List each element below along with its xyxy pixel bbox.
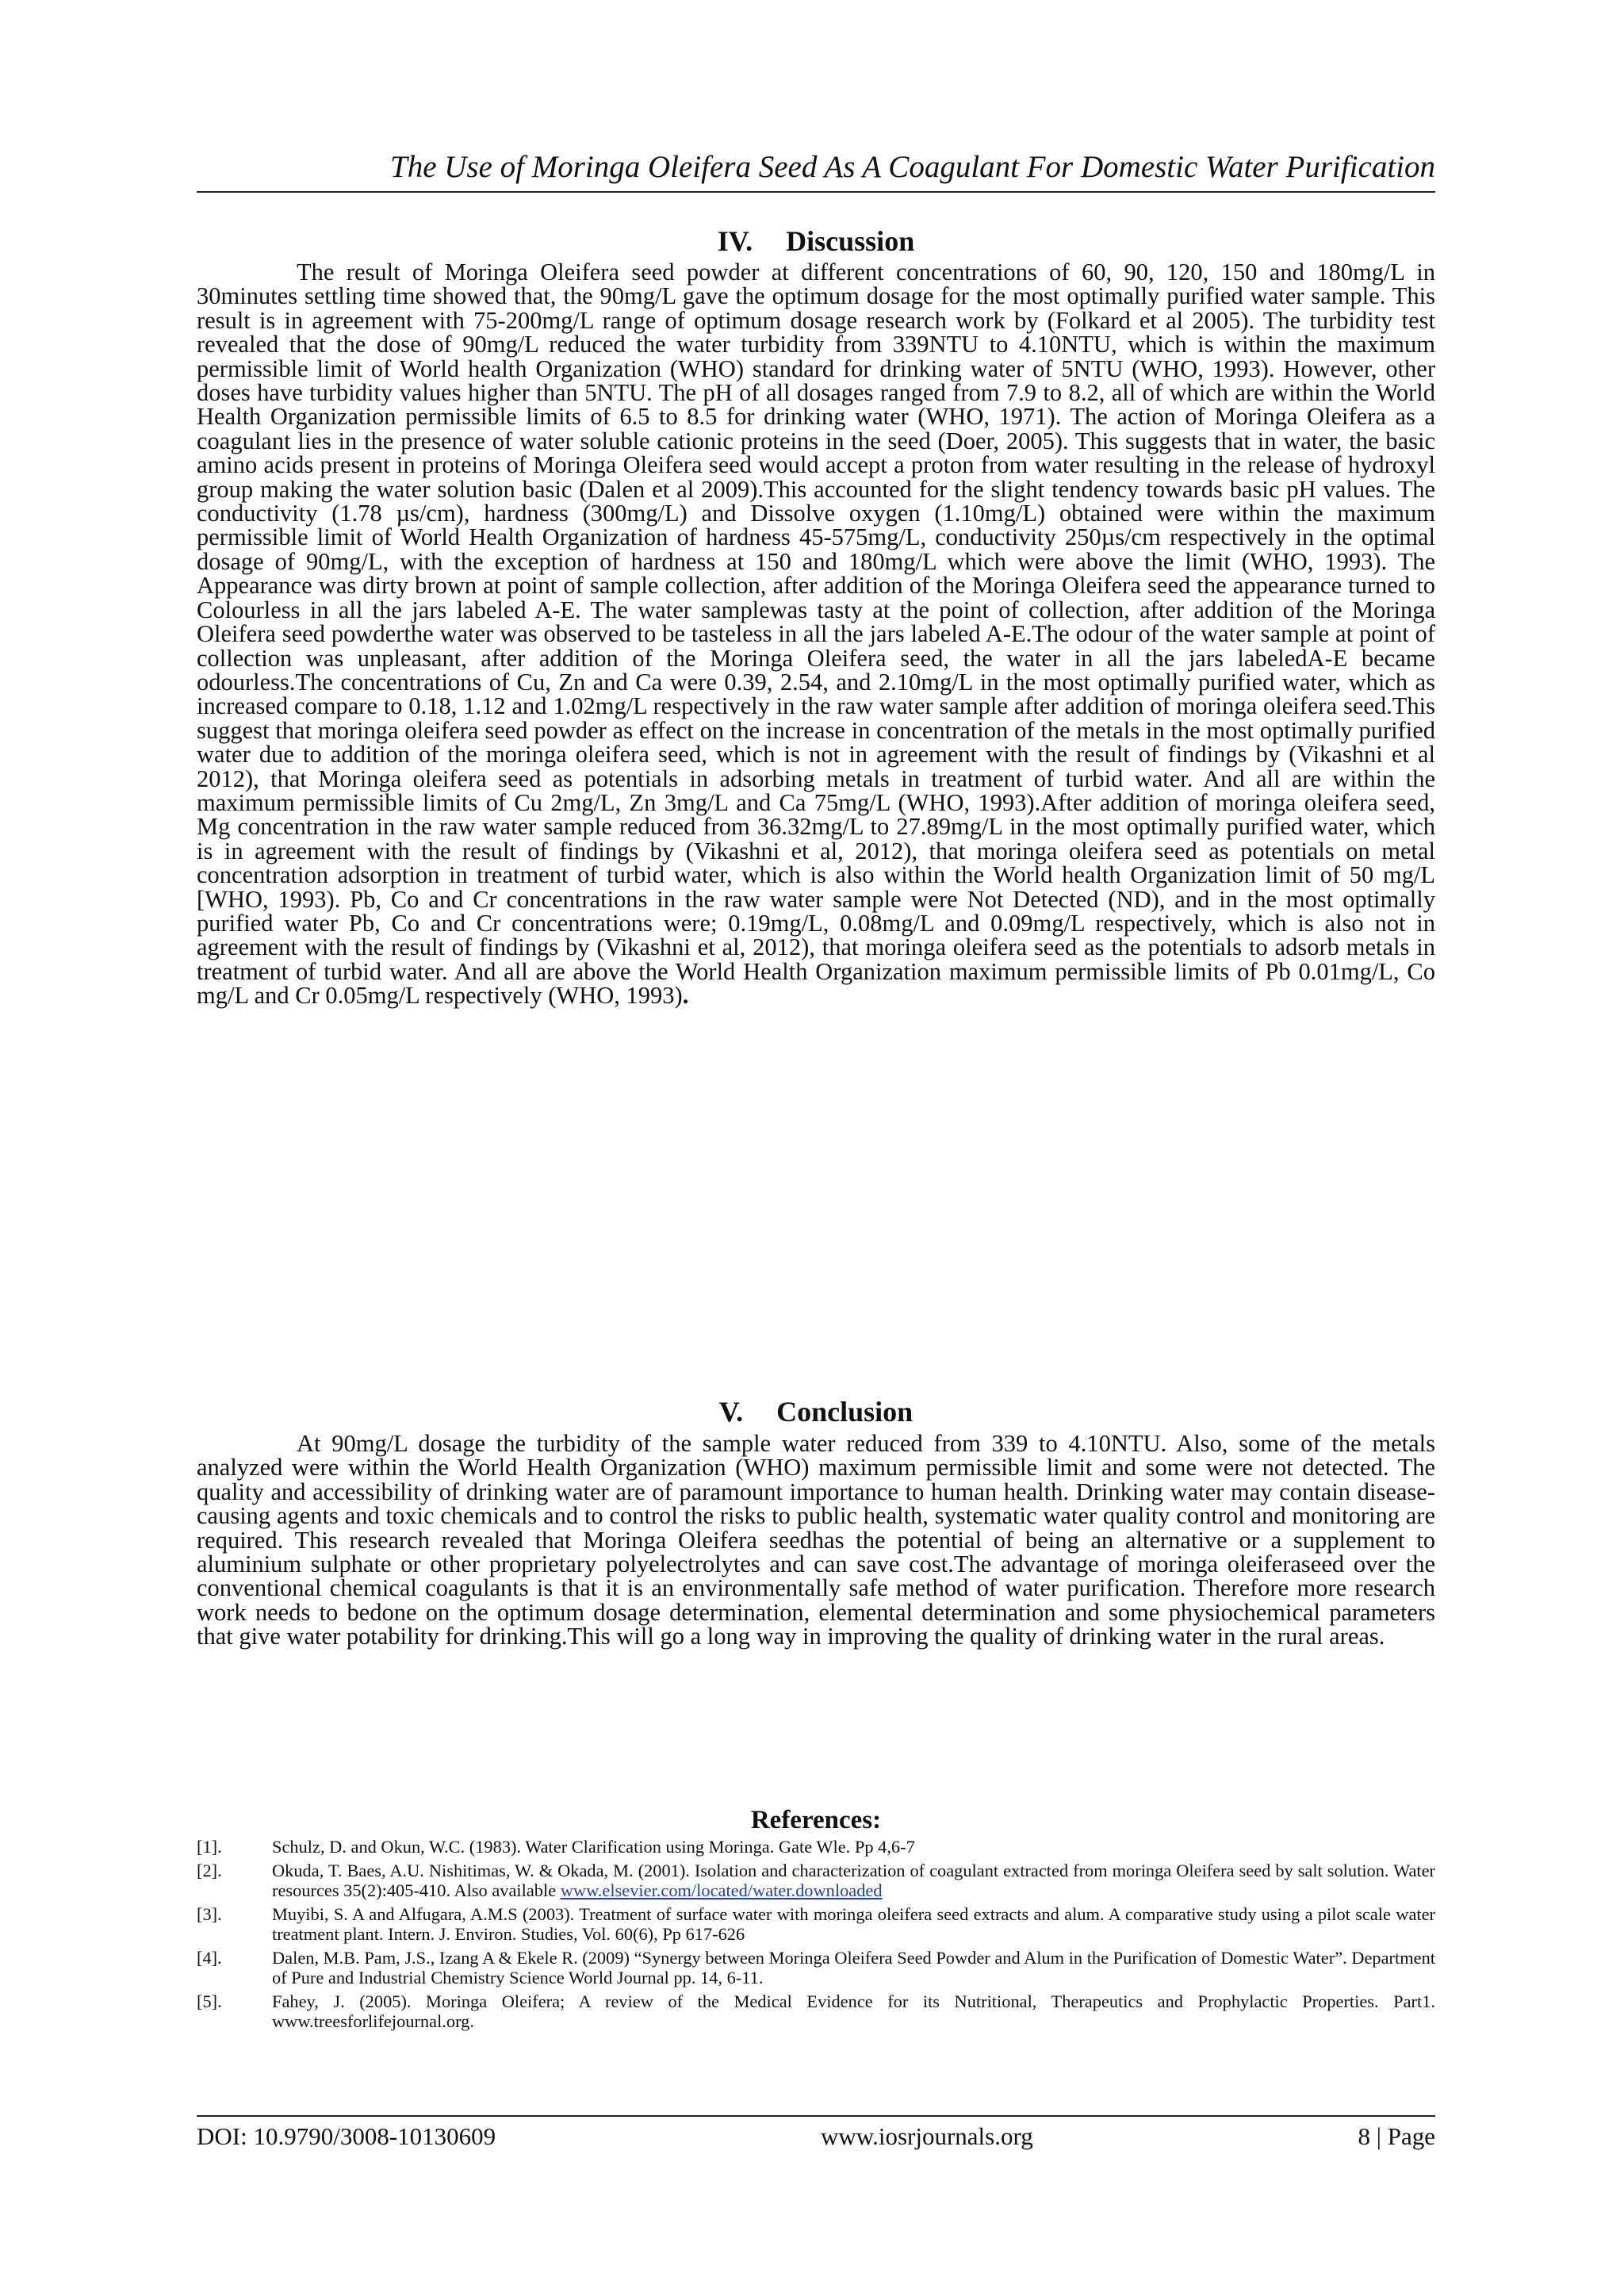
reference-text-with-link: [272, 1861, 1435, 1901]
reference-list: [197, 1837, 1435, 2035]
reference-item: [197, 1948, 1435, 1988]
reference-text: Fahey, J. (2005). Moringa Oleifera; A review of the Medical Evidence for its Nutritional, Therapeutics and Prophylactic Properties. Part1. www.treesforlifejournal.org.: [272, 1991, 1435, 2031]
running-header-title: The Use of Moringa Oleifera Seed As A Coagulant For Domestic Water Purification: [390, 150, 1435, 184]
reference-number: [1].: [197, 1837, 222, 1857]
footer-page-number: 8 | Page: [1358, 2122, 1435, 2150]
references-heading: References:: [750, 1806, 882, 1834]
reference-text: Schulz, D. and Okun, W.C. (1983). Water Clarification using Moringa. Gate Wle. Pp 4,6-7: [272, 1837, 915, 1857]
reference-number: [4].: [197, 1947, 222, 1968]
conclusion-heading: [197, 1395, 1435, 1428]
discussion-text: The result of Moringa Oleifera seed powder at different concentrations of 60, 90, 120, 150 and 180mg/L in 30minutes settling time showed that, the 90mg/L gave the optimum dosage for the most optimally purified water sample. This result is in agreement with 75-200mg/L range of optimum dosage research work by (Folkard et al 2005). The turbidity test revealed that the dose of 90mg/L reduced the water turbidity from 339NTU to 4.10NTU, which is within the maximum permissible limit of World health Organization (WHO) standard for drinking water of 5NTU (WHO, 1993). However, other doses have turbidity values higher than 5NTU. The pH of all dosages ranged from 7.9 to 8.2, all of which are within the World Health Organization permissible limits of 6.5 to 8.5 for drinking water (WHO, 1971). The action of Moringa Oleifera as a coagulant lies in the presence of water soluble cationic proteins in the seed (Doer, 2005). This suggests that in water, the basic amino acids present in proteins of Moringa Oleifera seed would accept a proton from water resulting in the release of hydroxyl group making the water solution basic (Dalen et al 2009).This accounted for the slight tendency towards basic pH values. The conductivity (1.78 µs/cm), hardness (300mg/L) and Dissolve oxygen (1.10mg/L) obtained were within the maximum permissible limit of World Health Organization of hardness 45-575mg/L, conductivity 250µs/cm respectively in the optimal dosage of 90mg/L, with the exception of hardness at 150 and 180mg/L which were above the limit (WHO, 1993). The Appearance was dirty brown at point of sample collection, after addition of the Moringa Oleifera seed the appearance turned to Colourless in all the jars labeled A-E. The water samplewas tasty at the point of collection, after addition of the Moringa Oleifera seed powderthe water was observed to be tasteless in all the jars labeled A-E.The odour of the water sample at point of collection was unpleasant, after addition of the Moringa Oleifera seed, the water in all the jars labeledA-E became odourless.The concentrations of Cu, Zn and Ca were 0.39, 2.54, and 2.10mg/L in the most optimally purified water, which as increased compare to 0.18, 1.12 and 1.02mg/L respectively in the raw water sample after addition of moringa oleifera seed.This suggest that moringa oleifera seed powder as effect on the increase in concentration of the metals in the most optimally purified water due to addition of the moringa oleifera seed, which is not in agreement with the result of findings by (Vikashni et al 2012), that Moringa oleifera seed as potentials in adsorbing metals in treatment of turbid water. And all are within the maximum permissible limits of Cu 2mg/L, Zn 3mg/L and Ca 75mg/L (WHO, 1993).After addition of moringa oleifera seed, Mg concentration in the raw water sample reduced from 36.32mg/L to 27.89mg/L in the most optimally purified water, which is in agreement with the result of findings by (Vikashni et al, 2012), that moringa oleifera seed as potentials on metal concentration adsorption in treatment of turbid water, which is also within the World health Organization limit of 50 mg/L [WHO, 1993). Pb, Co and Cr concentrations in the raw water sample were Not Detected (ND), and in the most optimally purified water Pb, Co and Cr concentrations were; 0.19mg/L, 0.08mg/L and 0.09mg/L respectively, which is also not in agreement with the result of findings by (Vikashni et al, 2012), that moringa oleifera seed as the potentials to adsorb metals in treatment of turbid water. And all are above the World Health Organization maximum permissible limits of Pb 0.01mg/L, Co mg/L and Cr 0.05mg/L respectively (WHO, 1993): [197, 259, 1435, 1010]
reference-text: Okuda, T. Baes, A.U. Nishitimas, W. & Okada, M. (2001). Isolation and characterization of coagulant extracted from moringa Oleifera seed by salt solution. Water resources 35(2):405-410. Also available: [272, 1860, 1435, 1900]
reference-number: [3].: [197, 1903, 222, 1924]
footer-website: www.iosrjournals.org: [820, 2122, 1033, 2150]
reference-text: Muyibi, S. A and Alfugara, A.M.S (2003). Treatment of surface water with moringa oleifera seed extracts and alum. A comparative study using a pilot scale water treatment plant. Intern. J. Environ. Studies, Vol. 60(6), Pp 617-626: [272, 1903, 1435, 1944]
reference-text: Dalen, M.B. Pam, J.S., Izang A & Ekele R. (2009) “Synergy between Moringa Oleifera Seed Powder and Alum in the Purification of Domestic Water”. Department of Pure and Industrial Chemistry Science World Journal pp. 14, 6-11.: [272, 1947, 1435, 1987]
footer-doi: DOI: 10.9790/3008-10130609: [197, 2122, 496, 2150]
header-rule: [197, 191, 1435, 193]
conclusion-number: V.: [718, 1396, 744, 1428]
reference-item: [197, 1861, 1435, 1901]
reference-number: [5].: [197, 1991, 222, 2011]
conclusion-title: Conclusion: [776, 1396, 914, 1428]
reference-number: [2].: [197, 1860, 222, 1880]
discussion-end-mark: .: [682, 982, 689, 1010]
discussion-number: IV.: [717, 225, 753, 257]
discussion-title: Discussion: [786, 225, 915, 257]
discussion-paragraph: [197, 260, 1435, 1008]
conclusion-paragraph: At 90mg/L dosage the turbidity of the sample water reduced from 339 to 4.10NTU. Also, some of the metals analyzed were within the World Health Organization (WHO) maximum permissible limit and some were not detected. The quality and accessibility of drinking water are of paramount importance to human health. Drinking water may contain disease-causing agents and toxic chemicals and to control the risks to public health, systematic water quality control and monitoring are required. This research revealed that Moringa Oleifera seedhas the potential of being an alternative or a supplement to aluminium sulphate or other proprietary polyelectrolytes and can save cost.The advantage of moringa oleiferaseed over the conventional chemical coagulants is that it is an environmentally safe method of water purification. Therefore more research work needs to bedone on the optimum dosage determination, elemental determination and some physiochemical parameters that give water potability for drinking.This will go a long way in improving the quality of drinking water in the rural areas.: [197, 1430, 1435, 1650]
reference-item: [197, 1904, 1435, 1945]
reference-item: [197, 1837, 1435, 1857]
page-footer: [197, 2121, 1435, 2152]
reference-link[interactable]: www.elsevier.com/located/water.downloaded: [560, 1880, 883, 1900]
footer-rule: [197, 2115, 1435, 2117]
reference-item: [197, 1991, 1435, 2032]
discussion-heading: [197, 224, 1435, 258]
